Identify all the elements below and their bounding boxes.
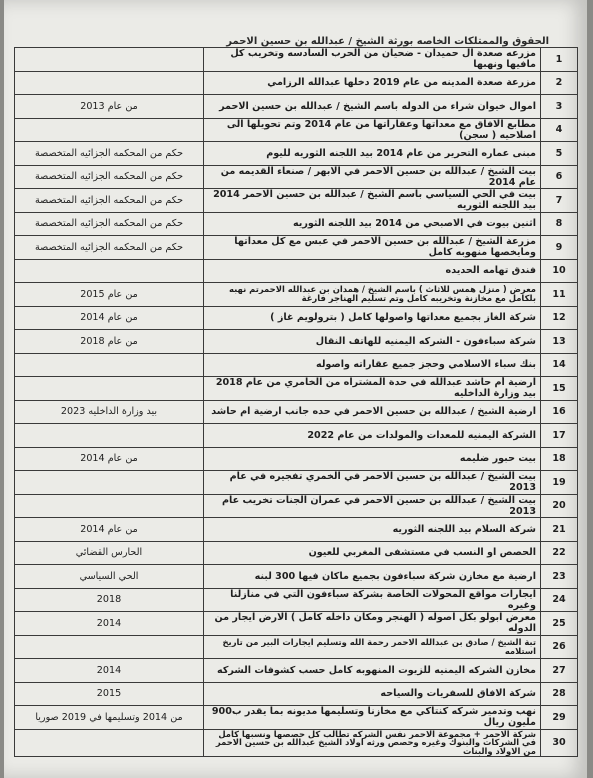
- row-number: 25: [541, 612, 578, 636]
- row-number: 5: [541, 142, 578, 166]
- row-description: الحصص او النسب في مستشفى المغربي للعيون: [204, 541, 541, 565]
- table-row: [15, 565, 578, 589]
- row-note: [15, 494, 204, 518]
- row-note: [15, 729, 204, 756]
- row-note: من 2014 وتسليمها في 2019 صوريا: [15, 706, 204, 730]
- row-number: 18: [541, 447, 578, 471]
- row-number: 19: [541, 471, 578, 495]
- row-description: مزرعة الشيخ / عبدالله بن حسين الاحمر في عبس مع كل معداتها ومايخصها منهوبه كامل: [204, 236, 541, 260]
- table-row: [15, 706, 578, 730]
- row-number: 28: [541, 682, 578, 706]
- row-number: 13: [541, 330, 578, 354]
- row-note: [15, 471, 204, 495]
- row-description: معرض ( منزل همس للاثاث ) باسم الشيخ / همدان بن عبدالله الاحمرتم نهبه بلكامل مع مخازنة وتخريبه كامل وتم تسليم الهناجر فارغة: [204, 283, 541, 307]
- row-number: 12: [541, 306, 578, 330]
- row-description: شركة السلام بيد اللجنه الثوريه: [204, 518, 541, 542]
- properties-table: [14, 47, 578, 757]
- row-number: 26: [541, 635, 578, 659]
- row-description: نهب وتدمير شركه كنتاكي مع مخازنا وتسليمها مديونه بما يقدر ب900 مليون ريال: [204, 706, 541, 730]
- table-row: [15, 353, 578, 377]
- row-number: 10: [541, 259, 578, 283]
- row-note: الحي السياسي: [15, 565, 204, 589]
- row-description: شركة سباءفون - الشركه اليمنيه للهاتف النقال: [204, 330, 541, 354]
- row-number: 22: [541, 541, 578, 565]
- table-row: [15, 259, 578, 283]
- row-number: 20: [541, 494, 578, 518]
- row-number: 7: [541, 189, 578, 213]
- row-description: شركة الاحمر + مجموعة الاحمر نفس الشركه تطالب كل حصصها ونسبها كامل في الشركات والبنوك وغيره وحصص ورثه اولاد الشيخ عبدالله بن حسين الاحمر من الاولاد والبنات: [204, 729, 541, 756]
- table-row: [15, 212, 578, 236]
- row-note: [15, 71, 204, 95]
- row-note: حكم من المحكمه الجزائيه المتخصصة: [15, 165, 204, 189]
- row-number: 14: [541, 353, 578, 377]
- row-description: مزرعة صعدة المدينه من عام 2019 دخلها عبدالله الرزامي: [204, 71, 541, 95]
- table-row: [15, 118, 578, 142]
- row-note: من عام 2014: [15, 518, 204, 542]
- row-note: من عام 2014: [15, 447, 204, 471]
- row-description: ارضية الشيخ / عبدالله بن حسين الاحمر في حده جانب ارضية ام حاشد: [204, 400, 541, 424]
- row-description: مطابع الافاق مع معداتها وعقاراتها من عام 2014 وتم تحويلها الى اصلاحيه ( سجن): [204, 118, 541, 142]
- row-note: [15, 48, 204, 72]
- table-row: [15, 659, 578, 683]
- table-row: [15, 447, 578, 471]
- table-row: [15, 729, 578, 756]
- row-description: شركة الافاق للسفريات والسياحه: [204, 682, 541, 706]
- row-description: بيت حبور ضليمه: [204, 447, 541, 471]
- row-number: 6: [541, 165, 578, 189]
- document-title: الحقوق والممتلكات الخاصه بورثة الشيخ / عبدالله بن حسين الاحمر: [226, 36, 549, 47]
- row-description: فندق تهامه الحديده: [204, 259, 541, 283]
- table-row: [15, 142, 578, 166]
- table-row: [15, 635, 578, 659]
- row-description: معرض ابولو بكل اصوله ( الهنجر ومكان داخله كامل ) الارض ايجار من الدوله: [204, 612, 541, 636]
- row-number: 23: [541, 565, 578, 589]
- row-description: بيت في الحي السياسي باسم الشيخ / عبدالله بن حسين الاحمر 2014 بيد اللجنه الثوريه: [204, 189, 541, 213]
- row-number: 24: [541, 588, 578, 612]
- row-note: من عام 2015: [15, 283, 204, 307]
- row-note: [15, 353, 204, 377]
- table-row: [15, 588, 578, 612]
- table-row: [15, 306, 578, 330]
- row-description: شركة الغاز بجميع معداتها واصولها كامل ( بترولويم غاز ): [204, 306, 541, 330]
- table-row: [15, 612, 578, 636]
- row-note: بيد وزارة الداخليه 2023: [15, 400, 204, 424]
- row-number: 1: [541, 48, 578, 72]
- row-number: 27: [541, 659, 578, 683]
- row-note: حكم من المحكمه الجزائيه المتخصصة: [15, 236, 204, 260]
- row-description: بنك سباء الاسلامي وحجز جميع عقاراته واصوله: [204, 353, 541, 377]
- table-row: [15, 518, 578, 542]
- row-description: بيت الشيخ / عبدالله بن حسين الاحمر في عمران الجنات تخريب عام 2013: [204, 494, 541, 518]
- row-note: 2014: [15, 659, 204, 683]
- row-note: 2014: [15, 612, 204, 636]
- table-row: [15, 165, 578, 189]
- row-number: 17: [541, 424, 578, 448]
- row-description: مبنى عماره التحرير من عام 2014 بيد اللجنه الثوريه لليوم: [204, 142, 541, 166]
- row-number: 9: [541, 236, 578, 260]
- document-page: [4, 0, 587, 778]
- row-note: حكم من المحكمه الجزائيه المتخصصة: [15, 142, 204, 166]
- table-row: [15, 541, 578, 565]
- row-number: 30: [541, 729, 578, 756]
- row-number: 3: [541, 95, 578, 119]
- row-number: 2: [541, 71, 578, 95]
- row-note: 2018: [15, 588, 204, 612]
- table-row: [15, 330, 578, 354]
- row-number: 16: [541, 400, 578, 424]
- row-description: تبة الشيخ / صادق بن عبدالله الاحمر رحمة الله وتسليم ايجارات البير من تاريخ استلامه: [204, 635, 541, 659]
- row-note: [15, 635, 204, 659]
- table-row: [15, 95, 578, 119]
- table-row: [15, 682, 578, 706]
- row-description: اثنين بيوت في الاصبحي من 2014 بيد اللجنه الثوريه: [204, 212, 541, 236]
- row-note: حكم من المحكمه الجزائيه المتخصصة: [15, 212, 204, 236]
- row-note: [15, 424, 204, 448]
- row-description: بيت الشيخ / عبدالله بن حسين الاحمر في الخمري تفجيره في عام 2013: [204, 471, 541, 495]
- row-number: 29: [541, 706, 578, 730]
- row-note: من عام 2014: [15, 306, 204, 330]
- table-row: [15, 471, 578, 495]
- row-description: مزرعه صعدة ال حميدان - ضحيان من الحرب السادسه وتخريب كل مافيها ونهبها: [204, 48, 541, 72]
- table-row: [15, 283, 578, 307]
- row-description: ايجارات مواقع المحولات الخاصة بشركة سباءفون التي في منازلنا وغيره: [204, 588, 541, 612]
- row-description: بيت الشيخ / عبدالله بن حسين الاحمر في الابهر / صنعاء القديمه من عام 2014: [204, 165, 541, 189]
- table-row: [15, 424, 578, 448]
- row-description: اموال خيوان شراء من الدوله باسم الشيخ / عبدالله بن حسين الاحمر: [204, 95, 541, 119]
- row-description: الشركة اليمنيه للمعدات والمولدات من عام 2022: [204, 424, 541, 448]
- row-note: 2015: [15, 682, 204, 706]
- table-row: [15, 400, 578, 424]
- row-number: 15: [541, 377, 578, 401]
- row-description: ارضية أم حاشد عبدالله في حدة المشتراه من الخامري من عام 2018 بيد وزارة الداخليه: [204, 377, 541, 401]
- row-note: [15, 259, 204, 283]
- table-row: [15, 48, 578, 72]
- row-number: 21: [541, 518, 578, 542]
- row-number: 8: [541, 212, 578, 236]
- table-row: [15, 377, 578, 401]
- row-note: من عام 2018: [15, 330, 204, 354]
- row-number: 4: [541, 118, 578, 142]
- table-row: [15, 494, 578, 518]
- row-note: الحارس القضائي: [15, 541, 204, 565]
- row-description: مخازن الشركه اليمنيه للزيوت المنهوبه كامل حسب كشوفات الشركه: [204, 659, 541, 683]
- row-note: حكم من المحكمه الجزائيه المتخصصة: [15, 189, 204, 213]
- row-number: 11: [541, 283, 578, 307]
- row-note: [15, 377, 204, 401]
- row-note: [15, 118, 204, 142]
- table-row: [15, 236, 578, 260]
- table-row: [15, 189, 578, 213]
- row-note: من عام 2013: [15, 95, 204, 119]
- table-row: [15, 71, 578, 95]
- row-description: ارضية مع مخازن شركة سباءفون بجميع ماكان فيها 300 لبنه: [204, 565, 541, 589]
